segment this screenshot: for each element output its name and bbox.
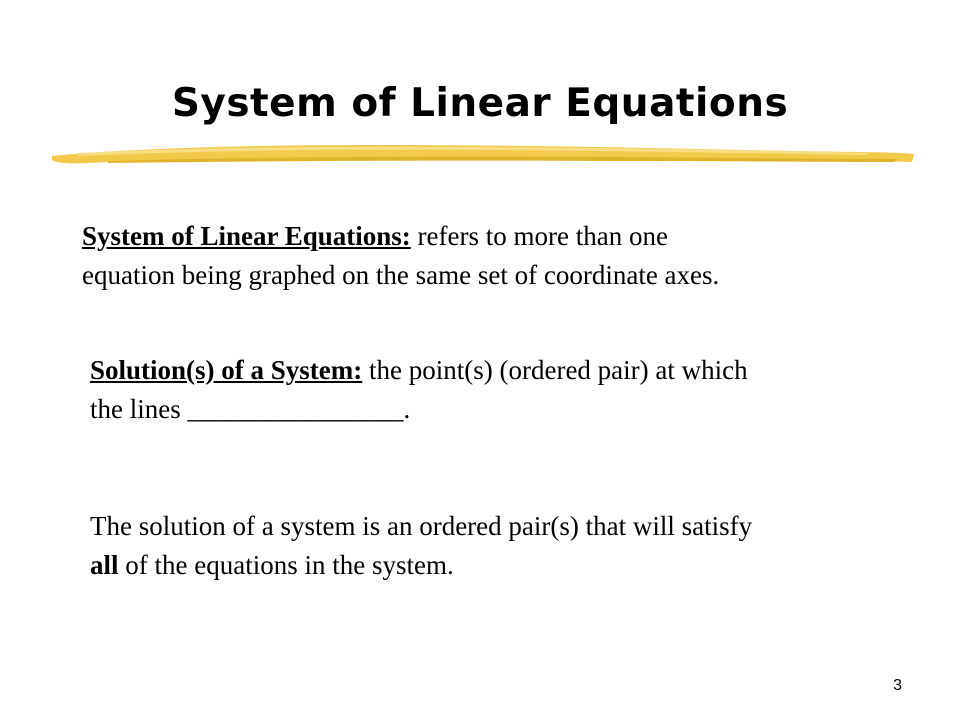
- system-term: System of Linear Equations:: [82, 221, 411, 251]
- solution-definition-line1: the point(s) (ordered pair) at which: [362, 355, 748, 385]
- system-definition: [82, 217, 719, 295]
- solution-statement-line1: The solution of a system is an ordered pair(s) that will satisfy: [90, 511, 753, 541]
- solution-definition: [90, 351, 748, 429]
- solution-statement: [90, 507, 752, 585]
- title-brush-underline: [48, 136, 916, 172]
- page-number: 3: [893, 677, 902, 694]
- solution-statement-line2: of the equations in the system.: [118, 550, 454, 580]
- system-definition-line2: equation being graphed on the same set of coordinate axes.: [82, 260, 720, 290]
- system-definition-line1: refers to more than one: [410, 221, 668, 251]
- slide-title: System of Linear Equations: [171, 81, 789, 126]
- solution-definition-line2: the lines ________________.: [90, 394, 411, 424]
- solution-term: Solution(s) of a System:: [90, 355, 363, 385]
- emphasis-word-all: all: [90, 550, 119, 580]
